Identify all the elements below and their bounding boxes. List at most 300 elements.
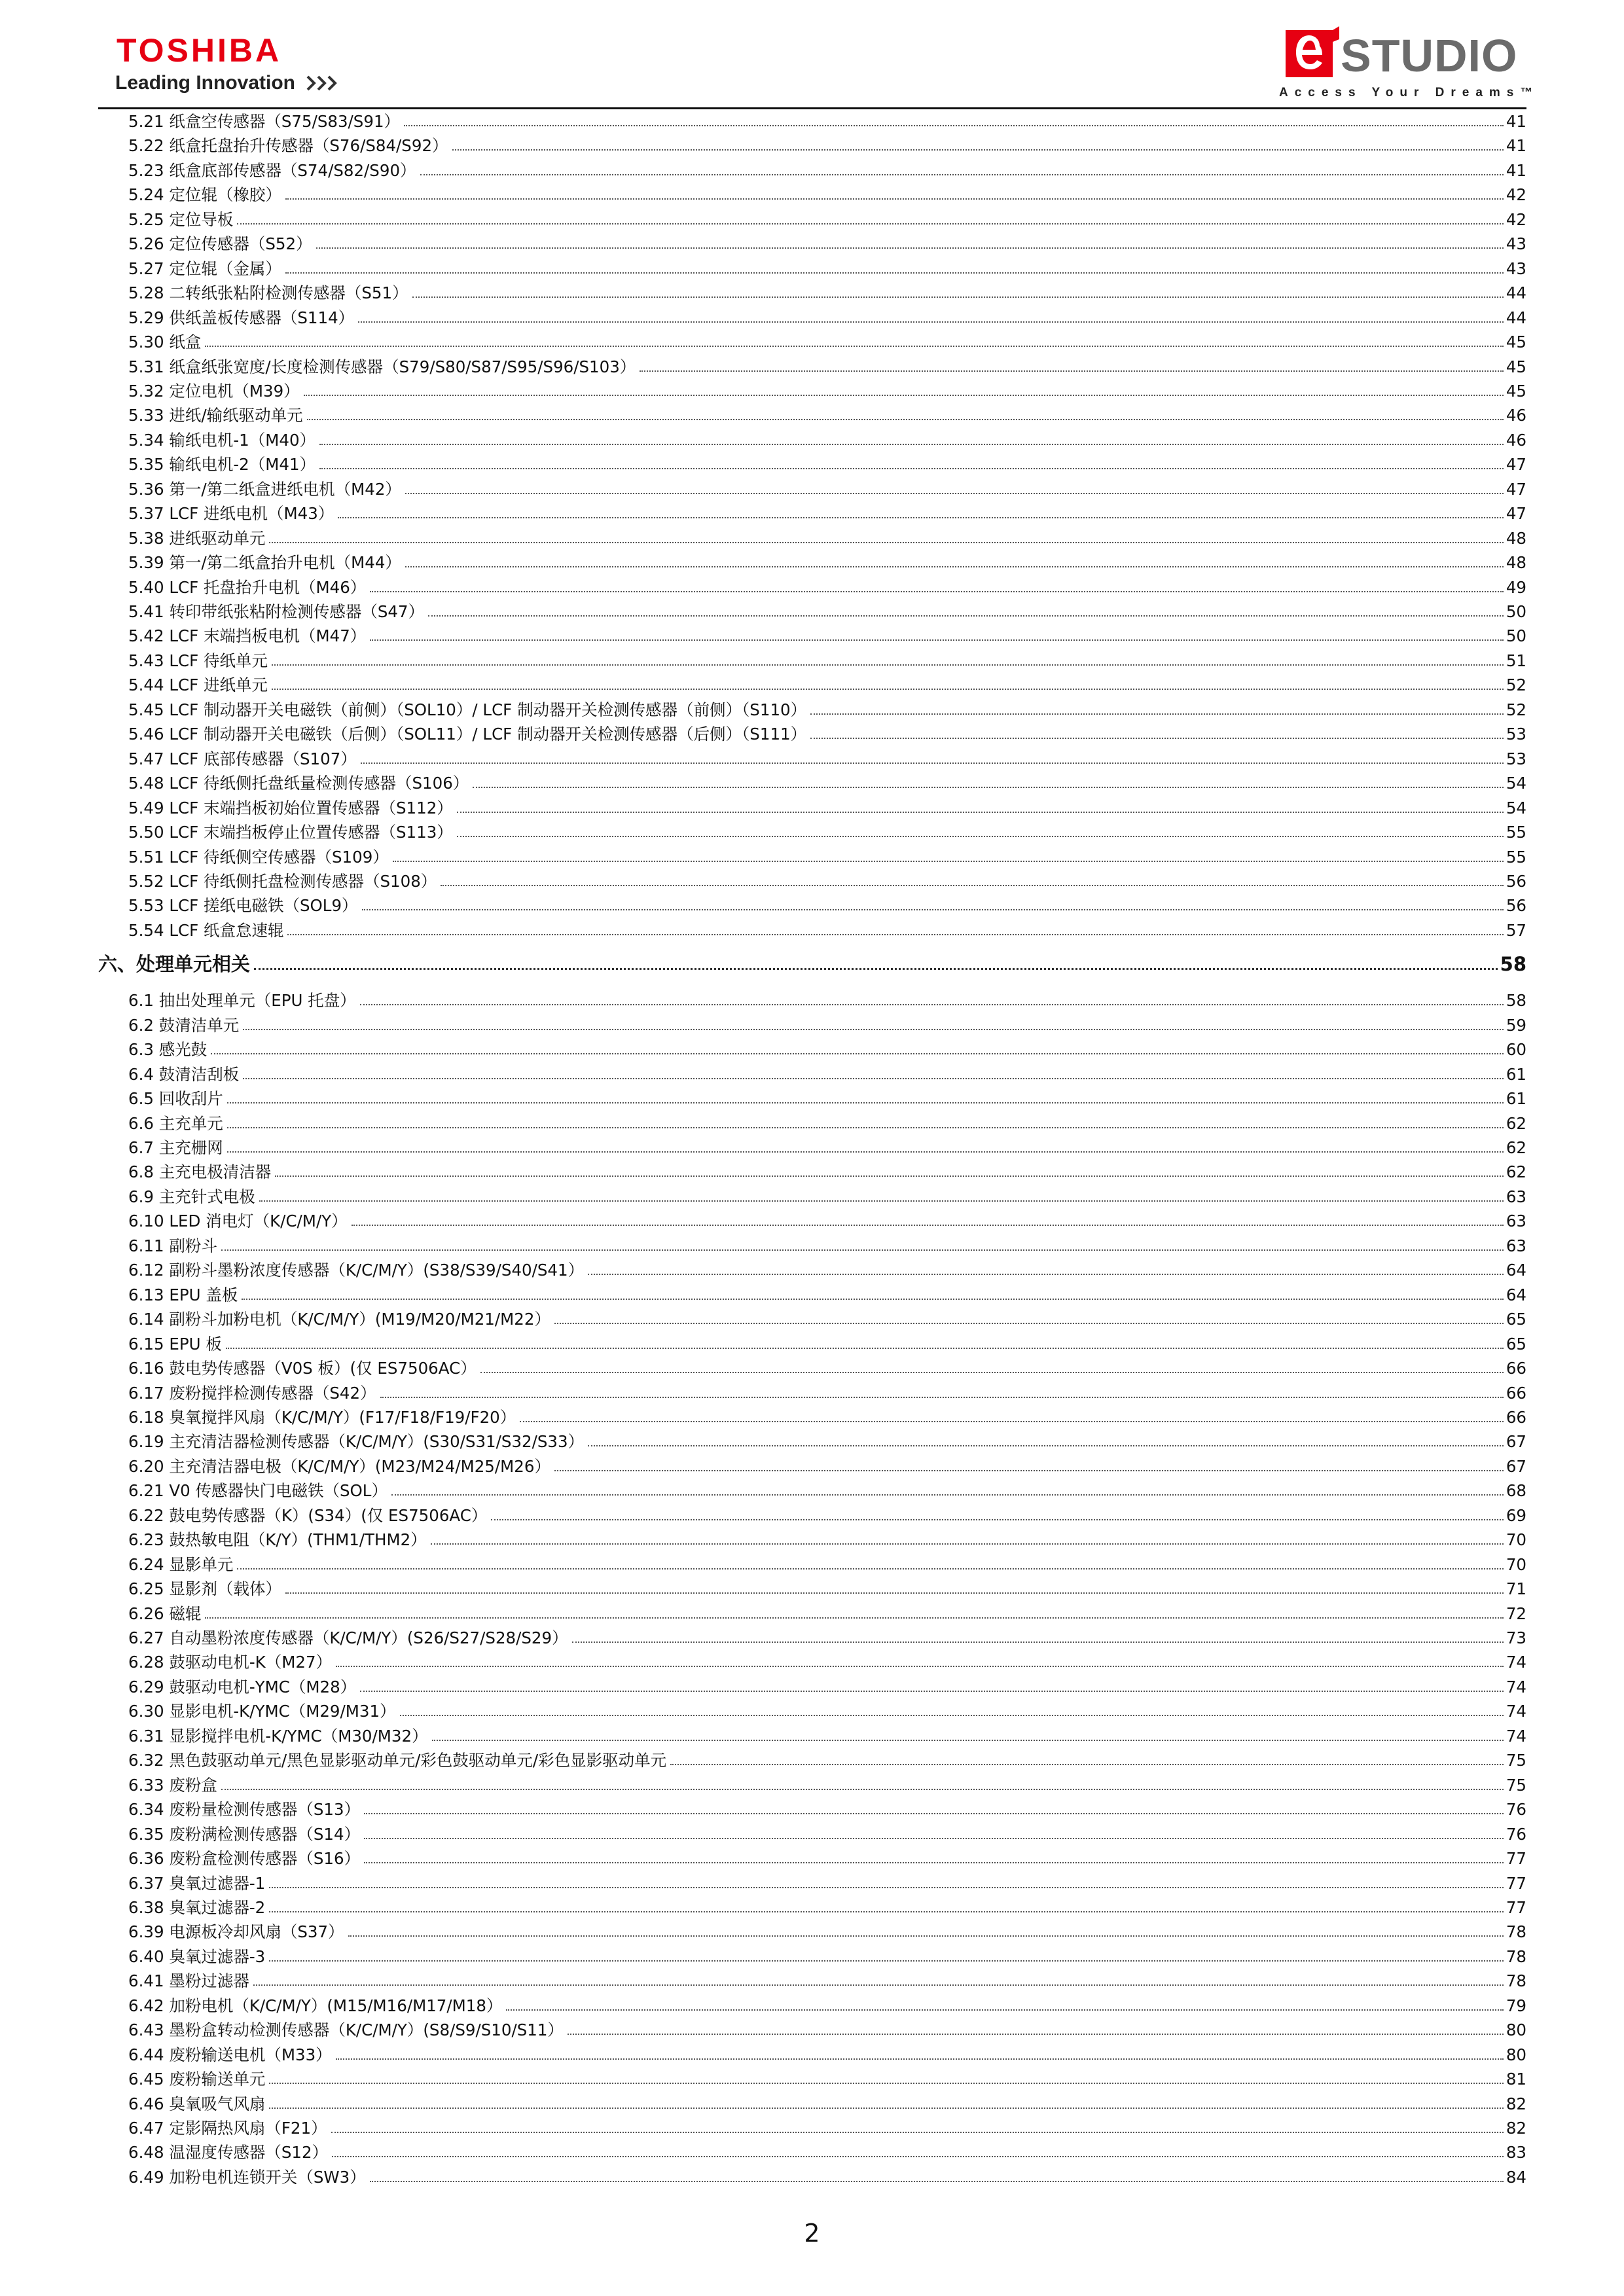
toc-page-number: 61	[1506, 1064, 1526, 1084]
dot-leader	[670, 1764, 1504, 1765]
toc-entry[interactable]	[128, 2166, 1526, 2189]
dot-leader	[361, 762, 1504, 764]
dot-leader	[352, 1225, 1504, 1226]
toc-entry[interactable]	[128, 1087, 1526, 1111]
toc-entry-title: 6.29 鼓驱动电机-YMC（M28）	[128, 1677, 357, 1696]
toc-page-number: 52	[1506, 700, 1526, 719]
toc-page-number: 50	[1506, 602, 1526, 621]
toc-page-number: 70	[1506, 1554, 1526, 1574]
toc-page-number: 65	[1506, 1310, 1526, 1329]
toc-entry[interactable]	[128, 2092, 1526, 2116]
dot-leader	[272, 664, 1504, 666]
toc-page-number: 70	[1506, 1530, 1526, 1550]
toc-page-number: 78	[1506, 1946, 1526, 1966]
toc-entry[interactable]	[128, 846, 1526, 869]
toc-page-number: 75	[1506, 1775, 1526, 1795]
toc-entry[interactable]	[128, 453, 1526, 476]
toc-entry-title: 6.40 臭氧过滤器-3	[128, 1946, 266, 1966]
dot-leader	[588, 1274, 1504, 1275]
dot-leader	[211, 1053, 1504, 1054]
toc-entry[interactable]	[128, 1333, 1526, 1356]
toc-entry[interactable]	[128, 1749, 1526, 1772]
toc-page-number: 64	[1506, 1285, 1526, 1304]
dot-leader	[227, 1151, 1504, 1153]
toc-entry[interactable]	[128, 576, 1526, 600]
dot-leader	[810, 738, 1504, 739]
toc-page-number: 52	[1506, 675, 1526, 695]
toc-page-number: 47	[1506, 455, 1526, 475]
toc-page-number: 81	[1506, 2070, 1526, 2089]
toc-entry-title: 5.24 定位辊（橡胶）	[128, 185, 281, 205]
toc-page-number: 68	[1506, 1481, 1526, 1501]
dot-leader	[243, 1029, 1504, 1030]
toc-entry-title: 6.48 温湿度传感器（S12）	[128, 2143, 329, 2162]
toc-page-number: 76	[1506, 1824, 1526, 1844]
dot-leader	[304, 395, 1504, 396]
toc-entry-title: 5.34 输纸电机-1（M40）	[128, 430, 316, 450]
toc-entry-title: 6.34 废粉量检测传感器（S13）	[128, 1800, 361, 1820]
toc-entry[interactable]	[128, 306, 1526, 330]
dot-leader	[457, 836, 1504, 837]
dot-leader	[254, 968, 1498, 970]
toc-entry[interactable]	[128, 1602, 1526, 1626]
toc-entry-title: 5.48 LCF 待纸侧托盘纸量检测传感器（S106）	[128, 774, 469, 793]
dot-leader	[391, 1494, 1504, 1496]
dot-leader	[319, 444, 1504, 445]
toc-entry[interactable]	[128, 1920, 1526, 1944]
toc-entry[interactable]	[128, 1823, 1526, 1846]
toc-page-number: 84	[1506, 2167, 1526, 2187]
toc-entry[interactable]	[128, 1259, 1526, 1282]
toc-page-number: 77	[1506, 1849, 1526, 1869]
dot-leader	[307, 419, 1504, 420]
dot-leader	[237, 223, 1503, 224]
toc-page-number: 62	[1506, 1162, 1526, 1182]
dot-leader	[360, 1691, 1504, 1692]
toc-page-number: 62	[1506, 1113, 1526, 1133]
toc-page-number: 44	[1506, 308, 1526, 327]
dot-leader	[348, 1935, 1504, 1937]
toc-entry-title: 6.25 显影剂（载体）	[128, 1579, 281, 1599]
dot-leader	[405, 493, 1504, 494]
toc-entry-title: 6.46 臭氧吸气风扇	[128, 2094, 266, 2113]
toc-page-number: 67	[1506, 1432, 1526, 1452]
dot-leader	[432, 1740, 1504, 1741]
toc-entry[interactable]	[128, 502, 1526, 526]
dot-leader	[405, 566, 1504, 567]
toc-entry[interactable]	[128, 1430, 1526, 1454]
toc-entry-title: 5.52 LCF 待纸侧托盘检测传感器（S108）	[128, 871, 437, 891]
toc-entry[interactable]	[128, 673, 1526, 697]
toc-entry[interactable]	[128, 624, 1526, 648]
toc-entry-title: 6.35 废粉满检测传感器（S14）	[128, 1824, 361, 1844]
toc-entry-title: 5.51 LCF 待纸侧空传感器（S109）	[128, 847, 389, 867]
toc-entry-title: 6.28 鼓驱动电机-K（M27）	[128, 1653, 333, 1672]
dot-leader	[370, 639, 1504, 641]
toc-entry[interactable]	[128, 110, 1526, 134]
toc-entry[interactable]	[128, 747, 1526, 771]
toc-page-number: 48	[1506, 528, 1526, 548]
toc-entry-title: 6.21 V0 传感器快门电磁铁（SOL）	[128, 1481, 388, 1501]
dot-leader	[275, 1175, 1504, 1177]
toc-entry-title: 6.32 黑色鼓驱动单元/黑色显影驱动单元/彩色鼓驱动单元/彩色显影驱动单元	[128, 1751, 667, 1770]
dot-leader	[269, 2108, 1503, 2109]
toc-entry[interactable]	[128, 2018, 1526, 2042]
toc-page-number: 66	[1506, 1359, 1526, 1378]
dot-leader	[227, 1127, 1504, 1128]
toc-entry-title: 5.47 LCF 底部传感器（S107）	[128, 749, 357, 768]
toc-entry-title: 6.22 鼓电势传感器（K）(S34）(仅 ES7506AC）	[128, 1505, 488, 1525]
dot-leader	[473, 787, 1504, 788]
toc-page-number: 47	[1506, 479, 1526, 499]
toc-entry-title: 6.5 回收刮片	[128, 1089, 223, 1109]
toc-entry-title: 5.53 LCF 搓纸电磁铁（SOL9）	[128, 896, 358, 916]
toc-page-number: 56	[1506, 896, 1526, 916]
toc-page-number: 47	[1506, 504, 1526, 524]
toc-entry-title: 5.36 第一/第二纸盒进纸电机（M42）	[128, 479, 401, 499]
dot-leader	[269, 1887, 1504, 1888]
toc-entry[interactable]	[128, 723, 1526, 746]
toc-entry-title: 5.26 定位传感器（S52）	[128, 234, 312, 254]
toc-entry[interactable]	[128, 1847, 1526, 1871]
toc-page-number: 58	[1506, 991, 1526, 1011]
toc-entry[interactable]	[128, 1382, 1526, 1405]
dot-leader	[420, 174, 1504, 175]
toc-entry-title: 5.38 进纸驱动单元	[128, 528, 266, 548]
toc-entry-title: 5.49 LCF 末端挡板初始位置传感器（S112）	[128, 798, 453, 817]
toc-entry[interactable]	[128, 1112, 1526, 1136]
dot-leader	[316, 247, 1504, 249]
dot-leader	[506, 2009, 1503, 2011]
toc-entry-title: 6.16 鼓电势传感器（V0S 板）(仅 ES7506AC）	[128, 1359, 477, 1378]
dot-leader	[226, 1348, 1504, 1349]
dot-leader	[332, 2156, 1504, 2157]
dot-leader	[269, 2083, 1503, 2084]
toc-entry-title: 5.39 第一/第二纸盒抬升电机（M44）	[128, 553, 401, 573]
dot-leader	[269, 1960, 1504, 1962]
toc-entry[interactable]	[128, 649, 1526, 673]
toc-page-number: 46	[1506, 430, 1526, 450]
dot-leader	[491, 1519, 1503, 1520]
toc-page-number: 58	[1500, 953, 1526, 976]
toc-entry-title: 6.20 主充清洁器电极（K/C/M/Y）(M23/M24/M25/M26）	[128, 1456, 550, 1476]
dot-leader	[370, 591, 1504, 592]
dot-leader	[364, 1862, 1504, 1863]
toc-entry-title: 6.36 废粉盒检测传感器（S16）	[128, 1849, 361, 1869]
toc-entry-title: 6.6 主充单元	[128, 1113, 223, 1133]
toc-entry-title: 5.50 LCF 末端挡板停止位置传感器（S113）	[128, 823, 453, 842]
toc-page-number: 48	[1506, 553, 1526, 573]
toc-entry-title: 5.41 转印带纸张粘附检测传感器（S47）	[128, 602, 425, 621]
dot-leader	[242, 1299, 1503, 1300]
toc-entry[interactable]	[128, 1969, 1526, 1993]
toc-page-number: 66	[1506, 1407, 1526, 1427]
dot-leader	[362, 909, 1504, 910]
toc-page-number: 78	[1506, 1922, 1526, 1942]
dot-leader	[331, 2132, 1504, 2133]
toc-page-number: 43	[1506, 259, 1526, 278]
estudio-e-logo	[1280, 26, 1341, 81]
studio-wordmark: STUDIO	[1341, 30, 1518, 81]
dot-leader	[253, 1984, 1504, 1986]
toc-entry[interactable]	[128, 1626, 1526, 1650]
toc-page-number: 74	[1506, 1702, 1526, 1721]
dot-leader	[285, 272, 1504, 274]
toc-page-number: 57	[1506, 920, 1526, 940]
toc-page-number: 54	[1506, 774, 1526, 793]
toc-page-number: 60	[1506, 1040, 1526, 1060]
toc-entry[interactable]	[128, 1725, 1526, 1748]
toc-entry[interactable]	[128, 821, 1526, 844]
toc-entry-title: 6.15 EPU 板	[128, 1334, 222, 1354]
toc-entry-title: 6.44 废粉输送电机（M33）	[128, 2045, 332, 2064]
toc-page-number: 74	[1506, 1726, 1526, 1746]
toc-entry[interactable]	[128, 478, 1526, 501]
toc-page-number: 56	[1506, 871, 1526, 891]
toc-entry[interactable]	[128, 281, 1526, 305]
dot-leader	[412, 296, 1504, 298]
toc-entry[interactable]	[128, 1014, 1526, 1037]
toc-entry[interactable]	[128, 1210, 1526, 1233]
toc-page-number: 79	[1506, 1996, 1526, 2015]
toc-entry[interactable]	[128, 183, 1526, 207]
toc-entry[interactable]	[128, 1700, 1526, 1723]
dot-leader	[364, 1813, 1504, 1814]
toc-entry[interactable]	[128, 797, 1526, 820]
dot-leader	[358, 321, 1504, 323]
toc-page-number: 82	[1506, 2119, 1526, 2138]
toc-entry[interactable]	[128, 2141, 1526, 2164]
dot-leader	[810, 713, 1504, 715]
dot-leader	[285, 198, 1504, 200]
toc-entry[interactable]	[128, 355, 1526, 379]
toc-entry-title: 5.44 LCF 进纸单元	[128, 675, 268, 695]
dot-leader	[205, 1617, 1503, 1619]
toc-entry[interactable]	[128, 1160, 1526, 1184]
toc-entry-title: 5.23 纸盒底部传感器（S74/S82/S90）	[128, 160, 416, 180]
toc-page-number: 74	[1506, 1653, 1526, 1672]
dot-leader	[431, 1543, 1504, 1545]
toc-entry[interactable]	[128, 1504, 1526, 1528]
dot-leader	[259, 1200, 1504, 1202]
toc-entry-title: 5.43 LCF 待纸单元	[128, 651, 268, 670]
brand-tagline: Leading Innovation	[115, 72, 295, 94]
toc-page-number: 41	[1506, 112, 1526, 131]
dot-leader	[640, 370, 1503, 372]
toc-page-number: 59	[1506, 1015, 1526, 1035]
dot-leader	[380, 1397, 1504, 1398]
dot-leader	[428, 615, 1504, 617]
dot-leader	[237, 1568, 1503, 1570]
toc-entry-title: 6.7 主充栅网	[128, 1138, 223, 1157]
toc-entry[interactable]	[128, 2117, 1526, 2140]
toc-entry-title: 6.42 加粉电机（K/C/M/Y）(M15/M16/M17/M18）	[128, 1996, 503, 2015]
toc-entry[interactable]	[128, 1357, 1526, 1380]
toc-entry[interactable]	[128, 1896, 1526, 1920]
dot-leader	[285, 1592, 1504, 1594]
toc-page-number: 51	[1506, 651, 1526, 670]
dot-leader	[221, 1789, 1504, 1790]
toc-page-number: 41	[1506, 136, 1526, 156]
toc-entry[interactable]	[128, 1553, 1526, 1577]
toc-entry-title: 5.54 LCF 纸盒怠速辊	[128, 920, 284, 940]
toc-entry-title: 6.17 废粉搅拌检测传感器（S42）	[128, 1383, 376, 1403]
toc-entry-title: 5.21 纸盒空传感器（S75/S83/S91）	[128, 112, 401, 131]
toc-page-number: 83	[1506, 2143, 1526, 2162]
toc-page-number: 49	[1506, 577, 1526, 597]
dot-leader	[269, 542, 1503, 543]
toc-entry[interactable]	[128, 159, 1526, 183]
toc-entry-title: 6.26 磁辊	[128, 1604, 202, 1623]
toc-entry-title: 5.27 定位辊（金属）	[128, 259, 281, 278]
toc-entry[interactable]	[128, 331, 1526, 354]
toc-entry-title: 六、处理单元相关	[98, 953, 251, 976]
toc-page-number: 65	[1506, 1334, 1526, 1354]
toc-entry[interactable]	[128, 1063, 1526, 1086]
toc-entry[interactable]	[128, 1479, 1526, 1503]
toc-entry[interactable]	[128, 1234, 1526, 1258]
toc-page-number: 77	[1506, 1897, 1526, 1917]
toc-entry[interactable]	[128, 208, 1526, 232]
toc-entry[interactable]	[128, 2043, 1526, 2067]
toc-entry-title: 6.39 电源板冷却风扇（S37）	[128, 1922, 344, 1942]
toc-entry-title: 6.19 主充清洁器检测传感器（K/C/M/Y）(S30/S31/S32/S33）	[128, 1432, 585, 1452]
dot-leader	[336, 1666, 1504, 1667]
toc-entry-title: 6.11 副粉斗	[128, 1236, 217, 1255]
toc-entry[interactable]	[128, 1676, 1526, 1699]
toc-page-number: 63	[1506, 1187, 1526, 1206]
toc-entry[interactable]	[128, 600, 1526, 624]
dot-leader	[287, 934, 1503, 935]
toc-entry[interactable]	[128, 232, 1526, 256]
toc-entry-title: 6.43 墨粉盒转动检测传感器（K/C/M/Y）(S8/S9/S10/S11）	[128, 2020, 564, 2040]
dot-leader	[319, 468, 1504, 469]
toc-entry[interactable]	[128, 1528, 1526, 1552]
toc-entry[interactable]	[128, 1283, 1526, 1307]
toc-entry[interactable]	[128, 1872, 1526, 1895]
dot-leader	[370, 2181, 1504, 2182]
toc-page-number: 82	[1506, 2094, 1526, 2113]
toc-page-number: 42	[1506, 209, 1526, 229]
toc-entry[interactable]	[128, 1455, 1526, 1479]
toc-page-number: 76	[1506, 1800, 1526, 1820]
toc-entry-title: 6.1 抽出处理单元（EPU 托盘）	[128, 991, 356, 1011]
dot-leader	[393, 861, 1504, 862]
toc-entry-title: 5.33 进纸/输纸驱动单元	[128, 406, 303, 425]
toc-entry[interactable]	[128, 1308, 1526, 1331]
toc-entry-title: 6.47 定影隔热风扇（F21）	[128, 2119, 327, 2138]
toc-page-number: 54	[1506, 798, 1526, 817]
dot-leader	[568, 2034, 1504, 2035]
toc-chapter-heading[interactable]	[98, 948, 1526, 980]
toc-entry[interactable]	[128, 1577, 1526, 1601]
toc-page-number: 71	[1506, 1579, 1526, 1599]
toc-page-number: 63	[1506, 1211, 1526, 1231]
dot-leader	[572, 1641, 1504, 1643]
toc-page-number: 55	[1506, 823, 1526, 842]
toc-page-number: 78	[1506, 1971, 1526, 1991]
dot-leader	[336, 2058, 1504, 2060]
toc-entry[interactable]	[128, 1994, 1526, 2018]
toc-entry-title: 6.37 臭氧过滤器-1	[128, 1873, 266, 1893]
toc-page-number: 46	[1506, 406, 1526, 425]
toc-entry-title: 6.31 显影搅拌电机-K/YMC（M30/M32）	[128, 1726, 428, 1746]
dot-leader	[364, 1838, 1504, 1839]
toc-entry[interactable]	[128, 551, 1526, 575]
toc-entry-title: 6.41 墨粉过滤器	[128, 1971, 249, 1991]
toc-entry-title: 6.12 副粉斗墨粉浓度传感器（K/C/M/Y）(S38/S39/S40/S41）	[128, 1261, 585, 1280]
toc-entry-title: 6.9 主充针式电极	[128, 1187, 255, 1206]
toc-entry[interactable]	[128, 772, 1526, 795]
toc-entry[interactable]	[128, 380, 1526, 403]
toc-entry[interactable]	[128, 1798, 1526, 1821]
toc-entry-title: 5.22 纸盒托盘抬升传感器（S76/S84/S92）	[128, 136, 448, 156]
toc-entry-title: 6.27 自动墨粉浓度传感器（K/C/M/Y）(S26/S27/S28/S29）	[128, 1628, 568, 1647]
toc-page-number: 41	[1506, 160, 1526, 180]
toshiba-logo: TOSHIBA	[117, 32, 282, 69]
toc-entry[interactable]	[128, 404, 1526, 427]
dot-leader	[554, 1470, 1504, 1471]
toc-entry-title: 6.49 加粉电机连锁开关（SW3）	[128, 2167, 366, 2187]
dot-leader	[243, 1078, 1504, 1079]
toc-entry[interactable]	[128, 870, 1526, 893]
toc-entry-title: 6.10 LED 消电灯（K/C/M/Y）	[128, 1211, 348, 1231]
dot-leader	[452, 149, 1504, 151]
toc-entry[interactable]	[128, 2068, 1526, 2091]
dot-leader	[441, 885, 1504, 886]
toc-entry[interactable]	[128, 1406, 1526, 1429]
toc-entry[interactable]	[128, 1185, 1526, 1209]
toc-page-number: 74	[1506, 1677, 1526, 1696]
dot-leader	[205, 346, 1503, 347]
toc-entry[interactable]	[128, 1945, 1526, 1969]
toc-entry[interactable]	[128, 134, 1526, 158]
toc-entry-title: 5.37 LCF 进纸电机（M43）	[128, 504, 334, 524]
toc-entry-title: 5.35 输纸电机-2（M41）	[128, 455, 316, 475]
toc-entry[interactable]	[128, 989, 1526, 1013]
toc-entry[interactable]	[128, 1774, 1526, 1797]
toc-page-number: 55	[1506, 847, 1526, 867]
toc-page-number: 45	[1506, 332, 1526, 352]
dot-leader	[480, 1372, 1504, 1373]
toc-entry-title: 6.14 副粉斗加粉电机（K/C/M/Y）(M19/M20/M21/M22）	[128, 1310, 550, 1329]
toc-entry[interactable]	[128, 1136, 1526, 1160]
toc-entry[interactable]	[128, 527, 1526, 550]
toc-entry-title: 6.30 显影电机-K/YMC（M29/M31）	[128, 1702, 396, 1721]
dot-leader	[227, 1102, 1504, 1103]
dot-leader	[338, 517, 1504, 518]
toc-entry-title: 5.28 二转纸张粘附检测传感器（S51）	[128, 283, 408, 303]
toc-entry[interactable]	[128, 919, 1526, 942]
toc-entry-title: 6.33 废粉盒	[128, 1775, 217, 1795]
toc-entry-title: 5.42 LCF 末端挡板电机（M47）	[128, 626, 367, 646]
toc-page-number: 45	[1506, 357, 1526, 376]
toc-entry-title: 6.18 臭氧搅拌风扇（K/C/M/Y）(F17/F18/F19/F20）	[128, 1407, 516, 1427]
toc-page-number: 80	[1506, 2045, 1526, 2064]
dot-leader	[269, 1911, 1504, 1912]
toc-entry[interactable]	[128, 894, 1526, 918]
toc-entry[interactable]	[128, 1651, 1526, 1674]
toc-entry[interactable]	[128, 1038, 1526, 1062]
toc-entry-title: 5.46 LCF 制动器开关电磁铁（后侧）（SOL11）/ LCF 制动器开关检测传感器（后侧）（S111）	[128, 725, 807, 744]
toc-entry[interactable]	[128, 429, 1526, 452]
toc-entry-title: 6.3 感光鼓	[128, 1040, 208, 1060]
toc-entry[interactable]	[128, 257, 1526, 281]
dot-leader	[588, 1445, 1504, 1446]
toc-entry-title: 6.8 主充电极清洁器	[128, 1162, 272, 1182]
toc-entry[interactable]	[128, 698, 1526, 722]
toc-page-number: 77	[1506, 1873, 1526, 1893]
